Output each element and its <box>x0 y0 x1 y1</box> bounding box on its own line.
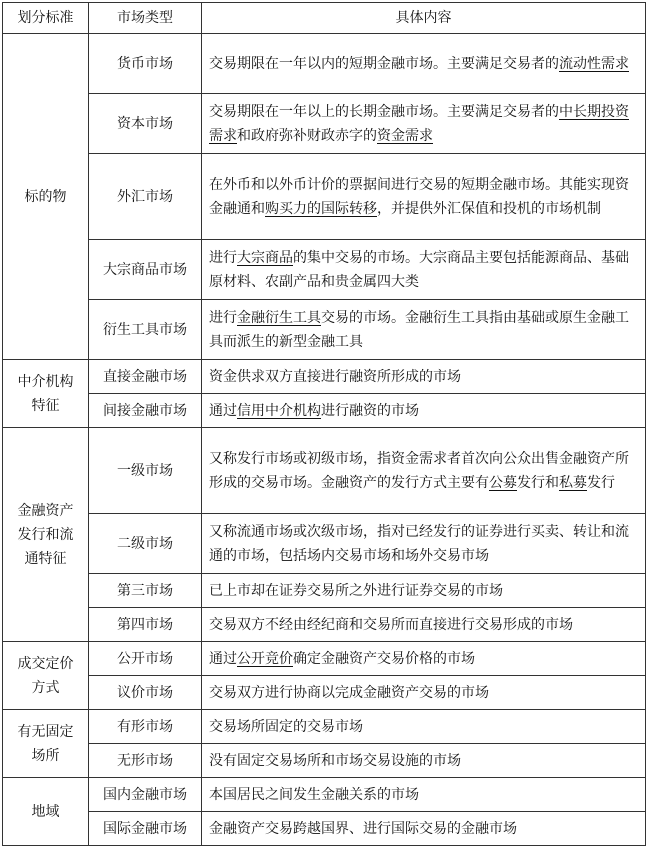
description-text: 和政府弥补财政赤字的 <box>237 127 377 144</box>
market-description <box>202 94 646 154</box>
description-text: 交易场所固定的交易市场 <box>209 718 363 735</box>
classification-standard: 有无固定场所 <box>17 723 74 764</box>
market-description <box>202 360 646 394</box>
underlined-term: 金融衍生工具 <box>237 309 321 326</box>
table-row <box>3 710 646 744</box>
table-row <box>3 642 646 676</box>
classification-standard-cell <box>3 778 89 846</box>
market-type: 第四市场 <box>89 608 202 642</box>
underlined-term: 资金需求 <box>377 127 433 144</box>
market-description <box>202 394 646 428</box>
description-text: 进行融资的市场 <box>321 402 419 419</box>
underlined-term: 信用中介机构 <box>237 402 321 419</box>
market-description <box>202 34 646 94</box>
market-description <box>202 778 646 812</box>
table-row <box>3 154 646 240</box>
table-row <box>3 360 646 394</box>
underlined-term: 大宗商品 <box>237 249 293 266</box>
description-text: 进行 <box>209 309 237 326</box>
description-text: 又称流通市场或次级市场，指对已经发行的证券进行买卖、转让和流通的市场，包括场内交易市场和场外交易市场 <box>209 523 629 564</box>
market-classification-table <box>2 2 646 846</box>
description-text: 在外币和以外币计价的票据间进行交易的短期金融市场。其能实现资金融通和 <box>209 176 629 217</box>
classification-standard: 成交定价方式 <box>17 655 74 696</box>
market-type: 国内金融市场 <box>89 778 202 812</box>
market-type: 议价市场 <box>89 676 202 710</box>
description-text: 进行 <box>209 249 237 266</box>
description-text: 发行和 <box>517 474 559 491</box>
market-description <box>202 514 646 574</box>
classification-standard-cell <box>3 642 89 710</box>
table-row <box>3 300 646 360</box>
table-row <box>3 744 646 778</box>
description-text: 资金供求双方直接进行融资所形成的市场 <box>209 368 461 385</box>
description-text: ，并提供外汇保值和投机的市场机制 <box>377 200 601 217</box>
table-row <box>3 574 646 608</box>
market-type: 二级市场 <box>89 514 202 574</box>
market-description <box>202 642 646 676</box>
market-type: 大宗商品市场 <box>89 240 202 300</box>
table-row <box>3 778 646 812</box>
description-text: 交易的市场。金融衍生工具指由基础或原生金融工具而派生的新型金融工具 <box>209 309 629 350</box>
table-row <box>3 676 646 710</box>
underlined-term: 公开竞价 <box>237 650 293 667</box>
market-description <box>202 240 646 300</box>
market-type: 直接金融市场 <box>89 360 202 394</box>
market-description <box>202 744 646 778</box>
description-text: 发行 <box>587 474 615 491</box>
market-type: 一级市场 <box>89 428 202 514</box>
header-row <box>3 3 646 34</box>
market-type: 衍生工具市场 <box>89 300 202 360</box>
table-row <box>3 608 646 642</box>
underlined-term: 中长期投资需求 <box>209 103 629 144</box>
underlined-term: 私募 <box>559 474 587 491</box>
market-description <box>202 154 646 240</box>
table-row <box>3 428 646 514</box>
header-content: 具体内容 <box>202 3 646 34</box>
table-row <box>3 240 646 300</box>
description-text: 交易期限在一年以内的短期金融市场。主要满足交易者的 <box>209 55 559 72</box>
description-text: 本国居民之间发生金融关系的市场 <box>209 786 419 803</box>
description-text: 交易双方不经由经纪商和交易所而直接进行交易形成的市场 <box>209 616 573 633</box>
classification-standard-cell <box>3 428 89 642</box>
market-description <box>202 574 646 608</box>
description-text: 交易双方进行协商以完成金融资产交易的市场 <box>209 684 489 701</box>
description-text: 又称发行市场或初级市场，指资金需求者首次向公众出售金融资产所形成的交易市场。金融资产的发行方式主要有 <box>209 450 629 491</box>
description-text: 没有固定交易场所和市场交易设施的市场 <box>209 752 461 769</box>
market-description <box>202 812 646 846</box>
header-standard: 划分标准 <box>3 3 89 34</box>
table-row <box>3 812 646 846</box>
classification-standard-cell <box>3 710 89 778</box>
classification-standard: 金融资产发行和流通特征 <box>17 502 74 567</box>
description-text: 交易期限在一年以上的长期金融市场。主要满足交易者的 <box>209 103 559 120</box>
underlined-term: 购买力的国际转移 <box>265 200 377 217</box>
market-description <box>202 428 646 514</box>
market-type: 外汇市场 <box>89 154 202 240</box>
header-market-type: 市场类型 <box>89 3 202 34</box>
description-text: 已上市却在证券交易所之外进行证券交易的市场 <box>209 582 503 599</box>
table-row <box>3 94 646 154</box>
market-type: 货币市场 <box>89 34 202 94</box>
classification-standard-cell <box>3 34 89 360</box>
table-body <box>3 34 646 846</box>
underlined-term: 公募 <box>489 474 517 491</box>
description-text: 通过 <box>209 650 237 667</box>
market-type: 间接金融市场 <box>89 394 202 428</box>
underlined-term: 流动性需求 <box>559 55 629 72</box>
classification-standard: 标的物 <box>24 188 67 205</box>
table-row <box>3 394 646 428</box>
market-type: 公开市场 <box>89 642 202 676</box>
classification-standard: 中介机构特征 <box>17 373 74 414</box>
market-description <box>202 608 646 642</box>
market-description <box>202 710 646 744</box>
description-text: 通过 <box>209 402 237 419</box>
description-text: 金融资产交易跨越国界、进行国际交易的金融市场 <box>209 820 517 837</box>
market-type: 资本市场 <box>89 94 202 154</box>
market-type: 国际金融市场 <box>89 812 202 846</box>
market-type: 第三市场 <box>89 574 202 608</box>
table-row <box>3 514 646 574</box>
market-description <box>202 676 646 710</box>
market-type: 无形市场 <box>89 744 202 778</box>
description-text: 确定金融资产交易价格的市场 <box>293 650 475 667</box>
market-type: 有形市场 <box>89 710 202 744</box>
description-text: 的集中交易的市场。大宗商品主要包括能源商品、基础原材料、农副产品和贵金属四大类 <box>209 249 629 290</box>
classification-standard-cell <box>3 360 89 428</box>
market-description <box>202 300 646 360</box>
classification-standard: 地域 <box>31 803 60 820</box>
table-row <box>3 34 646 94</box>
